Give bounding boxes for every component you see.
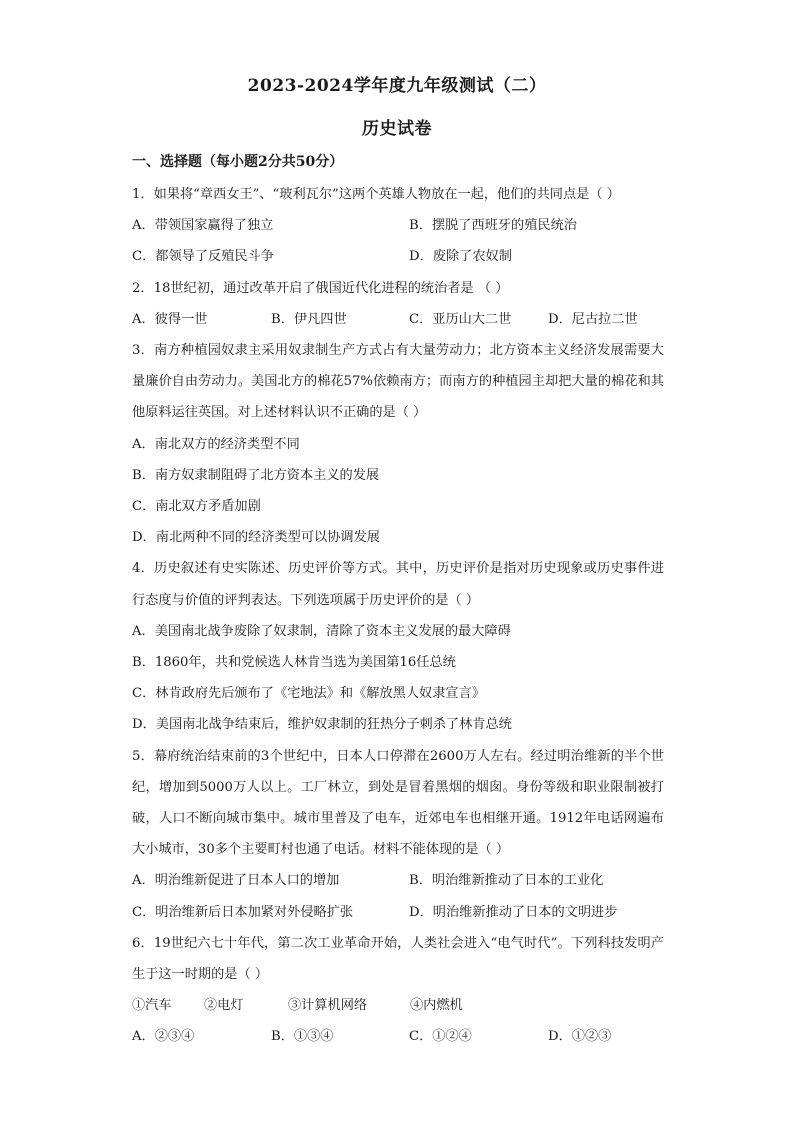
- question-5-option-c[interactable]: C．明治维新后日本加紧对外侵略扩张: [132, 904, 354, 920]
- question-5-stem: 5．幕府统治结束前的3个世纪中，日本人口停滞在2600万人左右。经过明治维新的半个世纪，增加到5000万人以上。工厂林立，到处是冒着黑烟的烟囱。身份等级和职业限制被打破，人口不断向城市集中。城市里普及了电车，近郊电车也相继开通。1912年电话网遍布大小城市，30多个主要町村也通了电话。材料不能体现的是（ ）: [132, 748, 664, 858]
- question-6-option-d[interactable]: D．①②③: [548, 1029, 612, 1045]
- question-1-stem: 1．如果将“章西女王”、“玻利瓦尔”这两个英雄人物放在一起，他们的共同点是（ ）: [132, 187, 620, 202]
- question-4-option-c[interactable]: C．林肯政府先后颁布了《宅地法》和《解放黑人奴隶宣言》: [132, 686, 485, 702]
- exam-title: 2023-2024学年度九年级测试（二）: [247, 76, 547, 96]
- question-6-options-row: [132, 1021, 664, 1052]
- question-3-option-a[interactable]: A．南北双方的经济类型不同: [132, 436, 300, 452]
- question-4-option-d[interactable]: D．美国南北战争结束后，维护奴隶制的狂热分子刺杀了林肯总统: [132, 717, 512, 733]
- exam-subtitle: 历史试卷: [362, 119, 432, 139]
- question-6-option-c[interactable]: C．①②④: [409, 1029, 472, 1045]
- question-5-option-d[interactable]: D．明治维新推动了日本的文明进步: [409, 904, 618, 920]
- question-6-item-3: ③计算机网络: [288, 998, 368, 1014]
- question-6-item-1: ①汽车: [132, 998, 172, 1014]
- question-2-options-row: [132, 304, 664, 335]
- question-3-option-d[interactable]: D．南北两种不同的经济类型可以协调发展: [132, 530, 380, 546]
- question-6-option-b[interactable]: B．①③④: [271, 1029, 334, 1045]
- question-5-options-row-1: [132, 865, 664, 896]
- question-2-stem: 2．18世纪初，通过改革开启了俄国近代化进程的统治者是 （ ）: [132, 280, 509, 296]
- question-1-options-row-1: [132, 210, 664, 241]
- question-4-stem: 4．历史叙述有史实陈述、历史评价等方式。其中，历史评价是指对历史现象或历史事件进行态度与价值的评判表达。下列选项属于历史评价的是（ ）: [132, 561, 664, 608]
- question-3-option-b[interactable]: B．南方奴隶制阻碍了北方资本主义的发展: [132, 467, 380, 483]
- section-heading: 一、选择题（每小题2分共50分）: [132, 154, 344, 170]
- question-5-option-a[interactable]: A．明治维新促进了日本人口的增加: [132, 873, 340, 889]
- question-2-option-a[interactable]: A．彼得一世: [132, 311, 208, 327]
- question-1-option-c[interactable]: C．都领导了反殖民斗争: [132, 249, 274, 265]
- question-6-item-2: ②电灯: [204, 998, 244, 1014]
- question-1-option-b[interactable]: B．摆脱了西班牙的殖民统治: [409, 218, 577, 234]
- question-6-item-4: ④内燃机: [410, 998, 463, 1014]
- question-1-options-row-2: [132, 241, 664, 272]
- question-5-options-row-2: [132, 897, 664, 928]
- question-2-option-d[interactable]: D．尼古拉二世: [548, 311, 638, 327]
- question-2-option-b[interactable]: B．伊凡四世: [271, 311, 347, 327]
- question-2-option-c[interactable]: C．亚历山大二世: [409, 311, 512, 327]
- question-6-option-a[interactable]: A．②③④: [132, 1029, 195, 1045]
- question-3-option-c[interactable]: C．南北双方矛盾加剧: [132, 498, 261, 514]
- question-4-option-b[interactable]: B．1860年，共和党候选人林肯当选为美国第16任总统: [132, 655, 456, 670]
- question-5-option-b[interactable]: B．明治维新推动了日本的工业化: [409, 873, 604, 889]
- question-3-stem: 3．南方种植园奴隶主采用奴隶制生产方式占有大量劳动力；北方资本主义经济发展需要大量廉价自由劳动力。美国北方的棉花57%依赖南方；而南方的种植园主却把大量的棉花和其他原料运往英国。对上述材料认识不正确的是（ ）: [132, 342, 664, 421]
- question-6-items-row: [132, 990, 664, 1021]
- question-list: [132, 179, 664, 1053]
- question-6-stem: 6．19世纪六七十年代，第二次工业革命开始，人类社会进入“电气时代”。下列科技发明产生于这一时期的是（ ）: [132, 935, 664, 982]
- question-1-option-d[interactable]: D．废除了农奴制: [409, 249, 512, 265]
- question-1-option-a[interactable]: A．带领国家赢得了独立: [132, 218, 274, 234]
- question-4-option-a[interactable]: A．美国南北战争废除了奴隶制，清除了资本主义发展的最大障碍: [132, 623, 511, 639]
